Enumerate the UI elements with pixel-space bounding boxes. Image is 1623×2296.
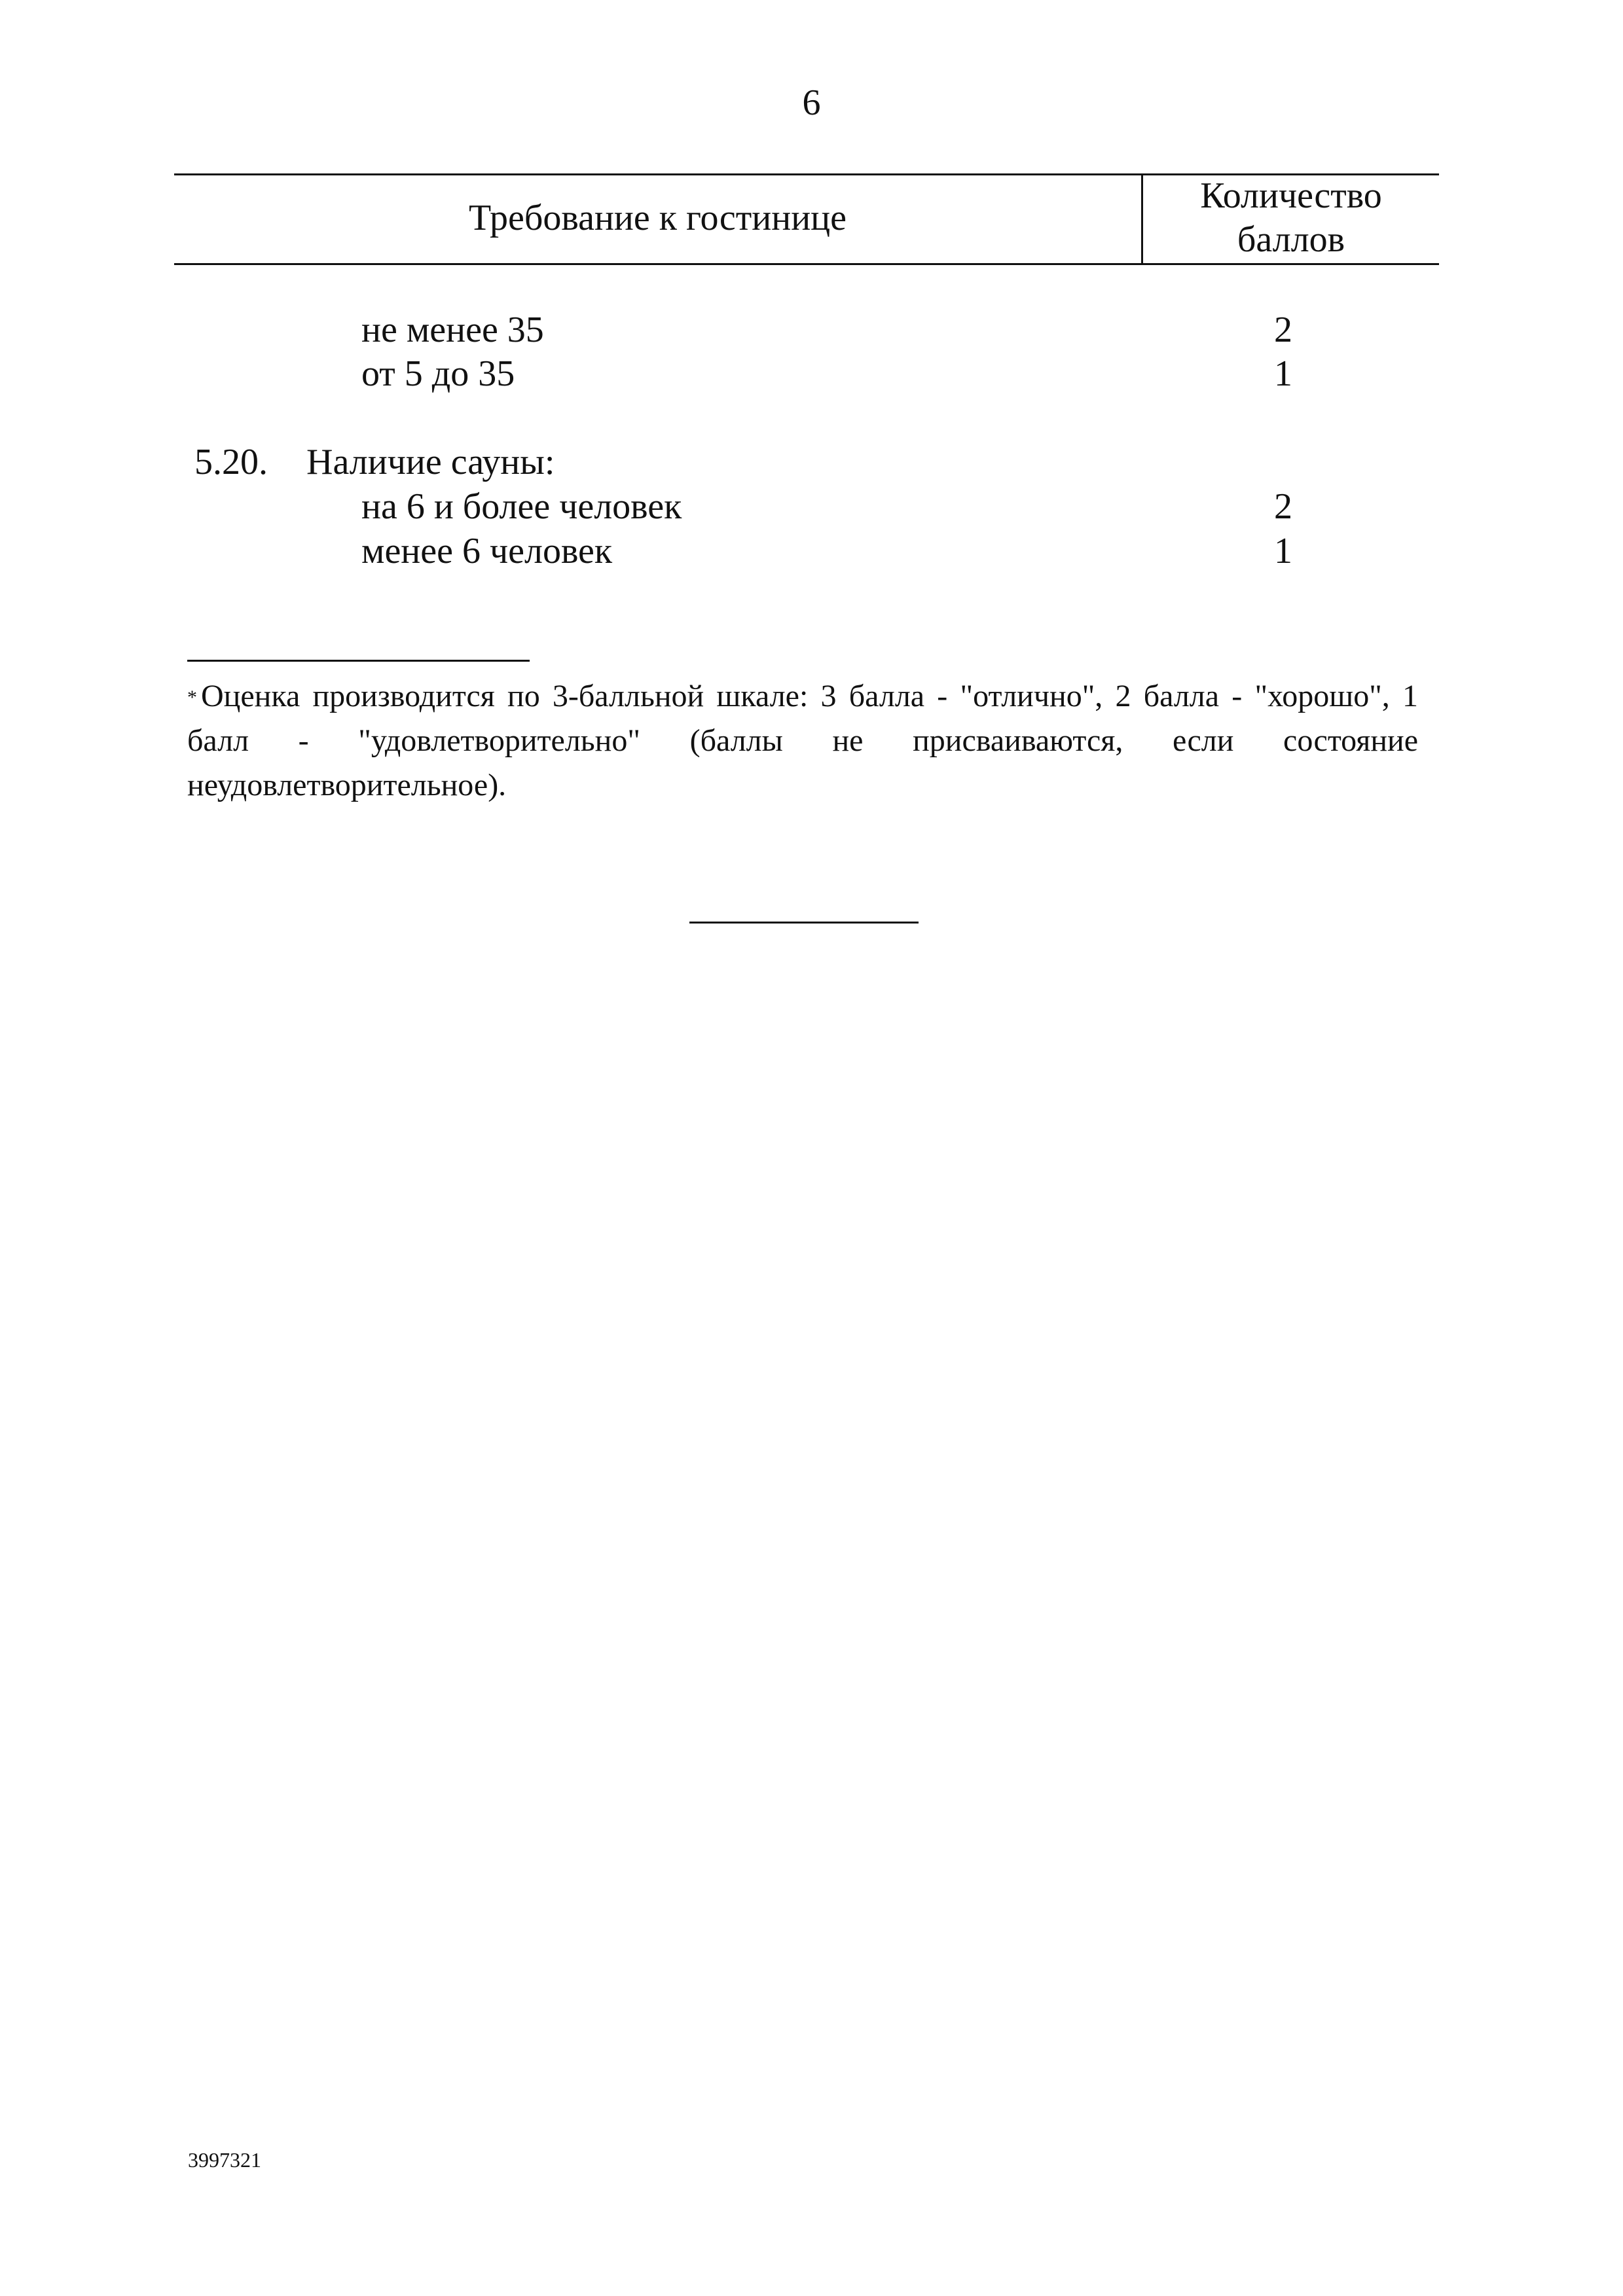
row-text-6-or-more: на 6 и более человек	[361, 486, 682, 527]
header-requirement: Требование к гостинице	[468, 198, 847, 238]
item-number-5-20: 5.20.	[194, 442, 268, 482]
footnote-marker: *	[187, 687, 197, 708]
table-header-bottom-rule	[174, 263, 1439, 265]
row-text-not-less-35: не менее 35	[361, 310, 544, 350]
row-text-less-than-6: менее 6 человек	[361, 531, 613, 571]
row-score-less-than-6: 1	[1274, 531, 1292, 571]
row-text-5-to-35: от 5 до 35	[361, 353, 515, 394]
footnote-separator	[187, 660, 530, 662]
row-score-not-less-35: 2	[1274, 310, 1292, 350]
footnote	[187, 674, 1418, 808]
row-score-5-to-35: 1	[1274, 353, 1292, 394]
end-of-document-rule	[689, 922, 919, 924]
item-title-sauna: Наличие сауны:	[306, 442, 555, 482]
document-code: 3997321	[188, 2148, 261, 2172]
row-score-6-or-more: 2	[1274, 486, 1292, 527]
page-number: 6	[802, 82, 821, 123]
footnote-text: Оценка производится по 3-балльной шкале: 3 балла - "отлично", 2 балла - "хорошо", 1 балл - "удовлетворительно" (баллы не присваиваются, если состояние неудовлетворительное).	[187, 679, 1418, 802]
header-points	[1143, 174, 1439, 262]
header-points-line1: Количество	[1200, 175, 1382, 216]
header-points-line2: баллов	[1237, 219, 1345, 260]
